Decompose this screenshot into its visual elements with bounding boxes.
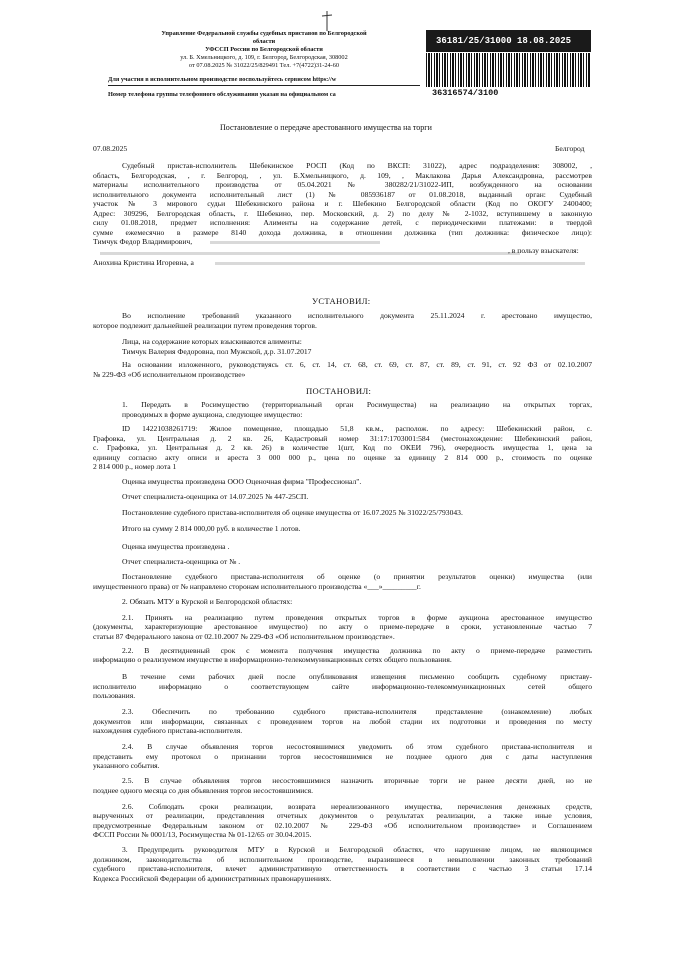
p3-line: должником, законодательства об исполнительном производстве, выразившееся в невыполнении законных требований xyxy=(93,854,592,864)
property-line: единицу согласно акту описи и ареста 3 000 000 р., цена по оценке за единицу 2 814 000 р., стоимость по оценке xyxy=(93,452,592,462)
intro-line: участок № 3 мирового судьи Шебекинского района и г. Шебекино Белгородской области (Код по ОКОГУ 2400400; xyxy=(93,199,592,208)
issuer-header xyxy=(108,30,420,100)
issuer-org-line2: области xyxy=(252,38,276,45)
issuer-address: ул. Б. Хмельницкого, д. 109, г. Белгород, Белгородская, 308002 xyxy=(180,54,348,61)
established-heading: УСТАНОВИЛ: xyxy=(312,296,371,306)
p26-line: ФССП России № 0001/13, Росимущества № 01-12/65 от 30.04.2015. xyxy=(93,830,312,839)
p23-line: документов или информации, связанных с проведением торгов на любой стадии их подготовки и проведения по месту xyxy=(93,716,592,726)
resolved-heading: ПОСТАНОВИЛ: xyxy=(306,386,372,396)
property-line: Графовка, ул. Центральная д. 2 кв. 26, Кадастровый номер 31:17:1703001:584 (местонахождение: Шебекинский район, xyxy=(93,433,592,443)
p26-line: 2.6. Соблюдать сроки реализации, возврата нереализованного имущества, перечисления денежных средств, xyxy=(122,801,592,811)
p23-line: нахождения судебного пристава-исполнителя. xyxy=(93,726,243,735)
intro-line: сумме ежемесячно в размере 8140 дохода должника, в отношении должника (тип должника: физическое лицо): xyxy=(93,227,592,237)
p26-line: вырученных от реализации, представления отчетных документов о результатах реализации, а также иные условия, xyxy=(93,811,592,820)
p21-line: 2.1. Принять на реализацию путем проведения открытых торгов в форме аукциона арестованное имущество xyxy=(122,612,592,622)
document-title: Постановление о передаче арестованного имущества на торги xyxy=(220,123,432,132)
property-line: ID 14221038261719: Жилое помещение, площадью 51,8 кв.м., располож. по адресу: Шебекинский район, с. xyxy=(122,424,592,433)
p21-line: (документы, характеризующие арестованное имущество) по акту о приеме-передаче в сроки, установленные частью 7 xyxy=(93,622,592,631)
p3-line: 3. Предупредить руководителя МТУ в Курской и Белгородской областях, что нарушение лицом, не являющимся xyxy=(122,845,592,854)
in-favor-label: , в пользу взыскателя: xyxy=(508,246,579,255)
claimant-name: Анохина Кристина Игоревна, а xyxy=(93,258,194,267)
p3-line: Кодекса Российской Федерации об административных правонарушениях. xyxy=(93,873,332,883)
header-divider xyxy=(108,85,420,86)
p2-heading: 2. Обязать МТУ в Курской и Белгородской областях: xyxy=(122,597,293,606)
appraisal-done: Оценка имущества произведена . xyxy=(122,541,230,551)
intro-line: область, Белгородская, , г. Белгород, , ул. Б.Хмельницкого, д. 109, , Маклакова Дарья Александровна, рассмотрев xyxy=(93,170,592,180)
p24-line: указанного события. xyxy=(93,761,160,770)
p26-line: предусмотренные Федеральным законом от 02.10.2007 № 229-ФЗ «Об исполнительном производстве» и Соглашением xyxy=(93,820,592,830)
p23-line: 2.3. Обеспечить по требованию судебного пристава-исполнителя представление (ознакомление) любых xyxy=(122,707,592,716)
p21-line: статьи 87 Федерального закона от 02.10.2007 № 229-ФЗ «Об исполнительном производстве». xyxy=(93,631,395,641)
p22b-line: В течение семи рабочих дней после опубликования извещения письменно сообщить судебному приставу- xyxy=(122,672,592,681)
p1-line: проводимых в форме аукциона, следующее имущество: xyxy=(122,409,303,419)
p3-line: судебного пристава-исполнителя, влечет административную ответственность в соответствии с частью 3 статьи 17.14 xyxy=(93,864,592,873)
document-date: 07.08.2025 xyxy=(93,144,128,153)
order-appraisal-line: Постановление судебного пристава-исполнителя об оценке (о принятии результатов оценки) имущества (или xyxy=(122,572,592,581)
document-city: Белгород xyxy=(555,144,585,153)
intro-line: силу 01.08.2018, предмет исполнения: Алименты на содержание детей, с периодическими платежами: в твердой xyxy=(93,218,592,227)
intro-line: материалы исполнительного производства от 05.04.2021 № 380282/21/31022-ИП, возбужденного на основании xyxy=(93,180,592,189)
intro-line: Судебный пристав-исполнитель Шебекинское РОСП (Код по ВКСП: 31022), адрес подразделения: 308002, , xyxy=(122,161,592,170)
property-line: с. Графовка, ул. Центральная д. 2 кв. 26) в количестве 1(шт, Код по ОКЕИ 796), очередность имущества 1, цена за xyxy=(93,443,592,452)
p1-line: 1. Передать в Росимущество (территориальный орган Росимущества) на реализацию на открытых торгах, xyxy=(122,400,592,409)
debtor-name: Тимчук Федор Владимирович, xyxy=(93,237,193,246)
issuer-date-ref: от 07.08.2025 № 31022/25/829491 Тел. +7(4722)31-24-60 xyxy=(188,62,340,69)
p22b-line: пользования. xyxy=(93,691,136,700)
property-line: 2 814 000 р., номер лота 1 xyxy=(93,462,177,471)
p22-line: информацию о реализуемом имуществе в информационно-телекоммуникационных сетях общего пользования. xyxy=(93,655,452,664)
grounds-line: № 229-ФЗ «Об исполнительном производстве» xyxy=(93,369,246,379)
established-line: Во исполнение требований указанного исполнительного документа 25.11.2024 г. арестовано имущество, xyxy=(122,311,592,320)
appraiser: Оценка имущества произведена ООО Оценочная фирма "Профессионал". xyxy=(122,477,362,486)
barcode-number: 36316574/3100 xyxy=(432,88,499,98)
issuer-department: УФССП России по Белгородской области xyxy=(205,46,323,53)
lot-total: Итого на сумму 2 814 000,00 руб. в количестве 1 лотов. xyxy=(122,524,301,533)
p25-line: позднее одного месяца со дня объявления торгов несостоявшимися. xyxy=(93,785,314,795)
child-name: Тимчук Валерия Федоровна, пол Мужской, д.р. 31.07.2017 xyxy=(122,346,312,356)
intro-line: исполнительного документа исполнительный лист (1) № 085936187 от 01.08.2018, выданный орган: Судебный xyxy=(93,189,592,199)
services-notice: Для участия в исполнительном производстве воспользуйтесь сервисом https://w xyxy=(108,76,337,83)
appraisal-order: Постановление судебного пристава-исполнителя об оценке имущества от 16.07.2025 № 31022/25/793043. xyxy=(122,508,463,517)
redaction-bar xyxy=(215,262,585,265)
appraisal-report: Отчет специалиста-оценщика от 14.07.2025 № 447-25СП. xyxy=(122,491,309,501)
established-line: которое подлежит дальнейшей реализации путем проведения торгов. xyxy=(93,320,317,330)
appraisal-report-2: Отчет специалиста-оценщика от № . xyxy=(122,556,241,566)
p22b-line: исполнителю информацию о соответствующем сайте информационно-телекоммуникационных сетей общего xyxy=(93,681,592,691)
redaction-bar xyxy=(100,252,520,255)
intro-line: Адрес: 309296, Белгородская область, г. Шебекино, пер. Московский, д. 2) по делу № 2-1032, вступившему в законную xyxy=(93,208,592,218)
alimony-persons-label: Лица, на содержание которых взыскиваются алименты: xyxy=(122,337,302,346)
grounds-line: На основании изложенного, руководствуясь ст. 6, ст. 14, ст. 68, ст. 69, ст. 87, ст. 89, ст. 91, ст. 92 ФЗ от 02.10.2007 xyxy=(122,360,592,369)
p25-line: 2.5. В случае объявления торгов несостоявшимися назначить вторичные торги не ранее десяти дней, но не xyxy=(122,776,592,785)
barcode xyxy=(426,53,591,87)
redaction-bar xyxy=(210,241,380,244)
phone-notice: Номер телефона группы телефонного обслуживания указан на официальном са xyxy=(108,91,336,98)
issuer-org-line1: Управление Федеральной службы судебных приставов по Белгородской xyxy=(161,30,367,37)
order-appraisal-line: имущественного права) от № направлено сторонам исполнительного производства «___»_________г. xyxy=(93,581,421,591)
registration-stamp: 36181/25/31000 18.08.2025 xyxy=(426,30,591,52)
p24-line: представить ему протокол о признании торгов несостоявшимися не позднее одного дня с даты наступления xyxy=(93,751,592,761)
p22-line: 2.2. В десятидневный срок с момента получения имущества должника по акту о приеме-передаче разместить xyxy=(122,645,592,655)
p24-line: 2.4. В случае объявления торгов несостоявшимися уведомить об этом судебного пристава-исполнителя и xyxy=(122,742,592,751)
handwritten-mark xyxy=(320,10,334,32)
